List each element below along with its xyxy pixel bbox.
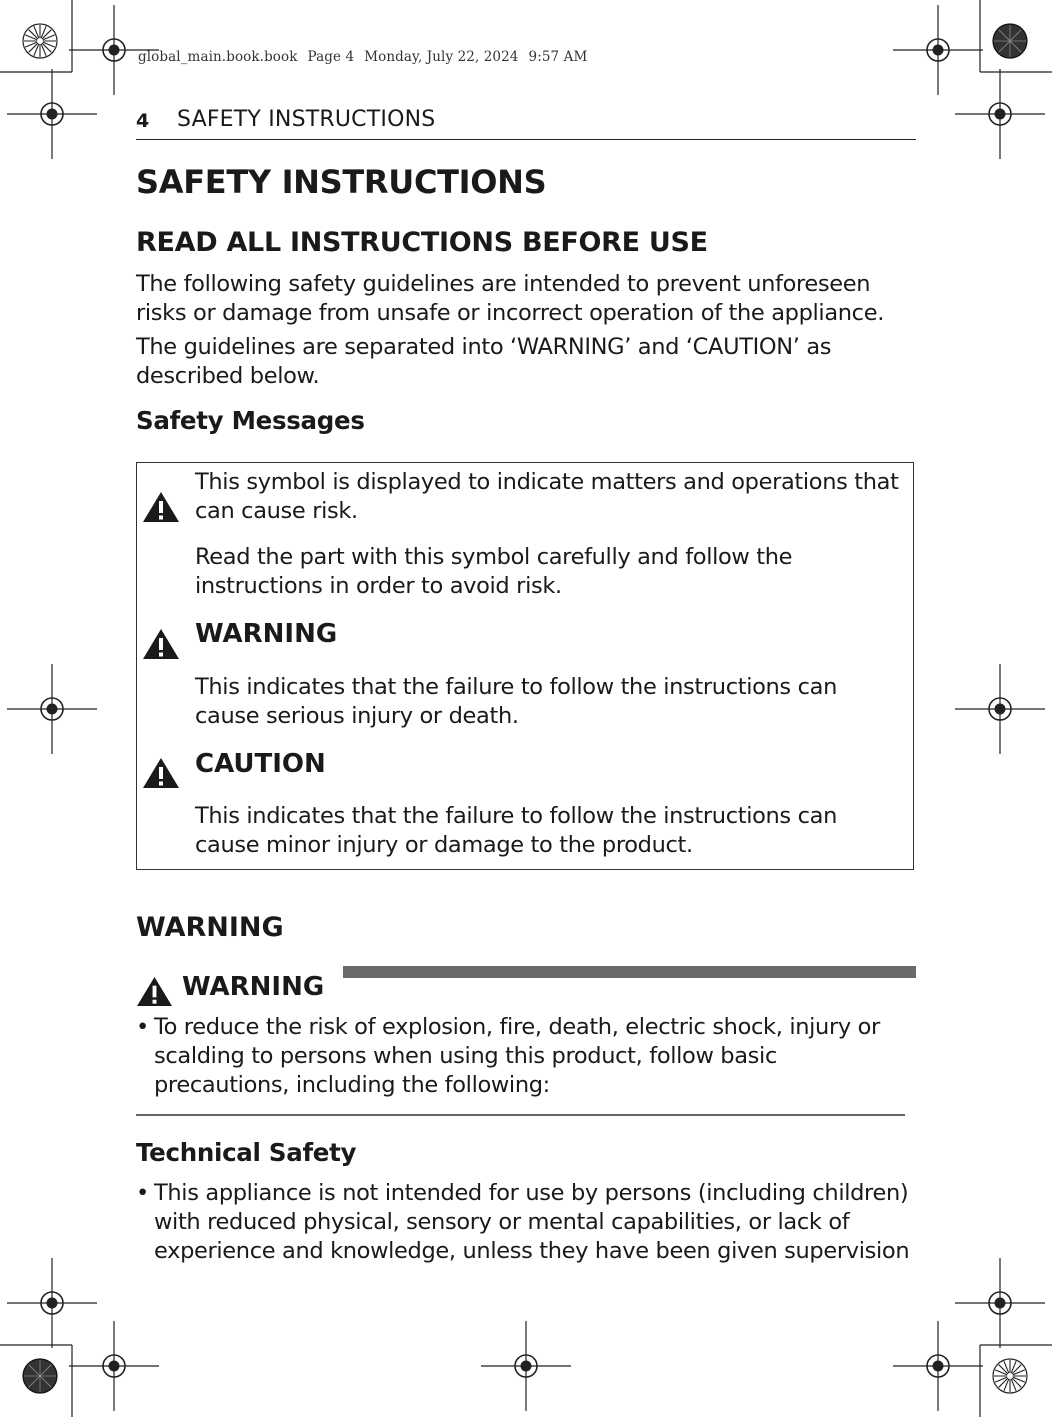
- intro-heading: READ ALL INSTRUCTIONS BEFORE USE: [136, 227, 708, 258]
- safety-messages-box: [136, 462, 914, 870]
- page-number: 4: [136, 110, 150, 132]
- technical-safety-list: [136, 1179, 916, 1266]
- section-divider: [136, 1114, 905, 1116]
- warning-bar: [343, 966, 916, 978]
- intro-paragraph-1: The following safety guidelines are intended to prevent unforeseen risks or damage from unsafe or incorrect operation of the appliance.: [136, 271, 884, 326]
- warning-label-text: WARNING: [182, 972, 325, 1002]
- warning-description: This indicates that the failure to follow the instructions can cause serious injury or death.: [195, 674, 837, 729]
- slug-date: Monday, July 22, 2024: [364, 49, 519, 65]
- safety-messages-heading: Safety Messages: [136, 406, 365, 435]
- intro-paragraph-2: The guidelines are separated into ‘WARNING’ and ‘CAUTION’ as described below.: [136, 334, 832, 389]
- list-item: • To reduce the risk of explosion, fire, death, electric shock, injury or scalding to persons when using this product, follow basic precautions, including the following:: [136, 1013, 916, 1100]
- running-title: SAFETY INSTRUCTIONS: [177, 107, 436, 132]
- symbol-description: This symbol is displayed to indicate matters and operations that can cause risk.: [195, 469, 899, 524]
- warning-triangle-icon: [136, 975, 173, 1008]
- warning-triangle-icon: [142, 490, 180, 524]
- slug-file: global_main.book.book: [138, 49, 298, 65]
- warning-section-heading: WARNING: [136, 912, 284, 943]
- technical-safety-heading: Technical Safety: [136, 1138, 357, 1167]
- list-item: • This appliance is not intended for use by persons (including children) with reduced physical, sensory or mental capabilities, or lack of experience and knowledge, unless they have been given supervision: [136, 1179, 916, 1266]
- caution-title: CAUTION: [195, 749, 326, 779]
- running-header: [136, 107, 916, 140]
- warning-title: WARNING: [195, 619, 338, 649]
- caution-description: This indicates that the failure to follow the instructions can cause minor injury or damage to the product.: [195, 803, 837, 858]
- slug-page: Page 4: [307, 49, 355, 65]
- symbol-instruction: Read the part with this symbol carefully and follow the instructions in order to avoid risk.: [195, 544, 793, 599]
- slug-time: 9:57 AM: [528, 49, 588, 65]
- warning-triangle-icon: [142, 627, 180, 661]
- warning-triangle-icon: [142, 756, 180, 790]
- page-title: SAFETY INSTRUCTIONS: [136, 163, 547, 201]
- print-slug: [138, 49, 597, 65]
- warning-bullet-list: [136, 1013, 916, 1100]
